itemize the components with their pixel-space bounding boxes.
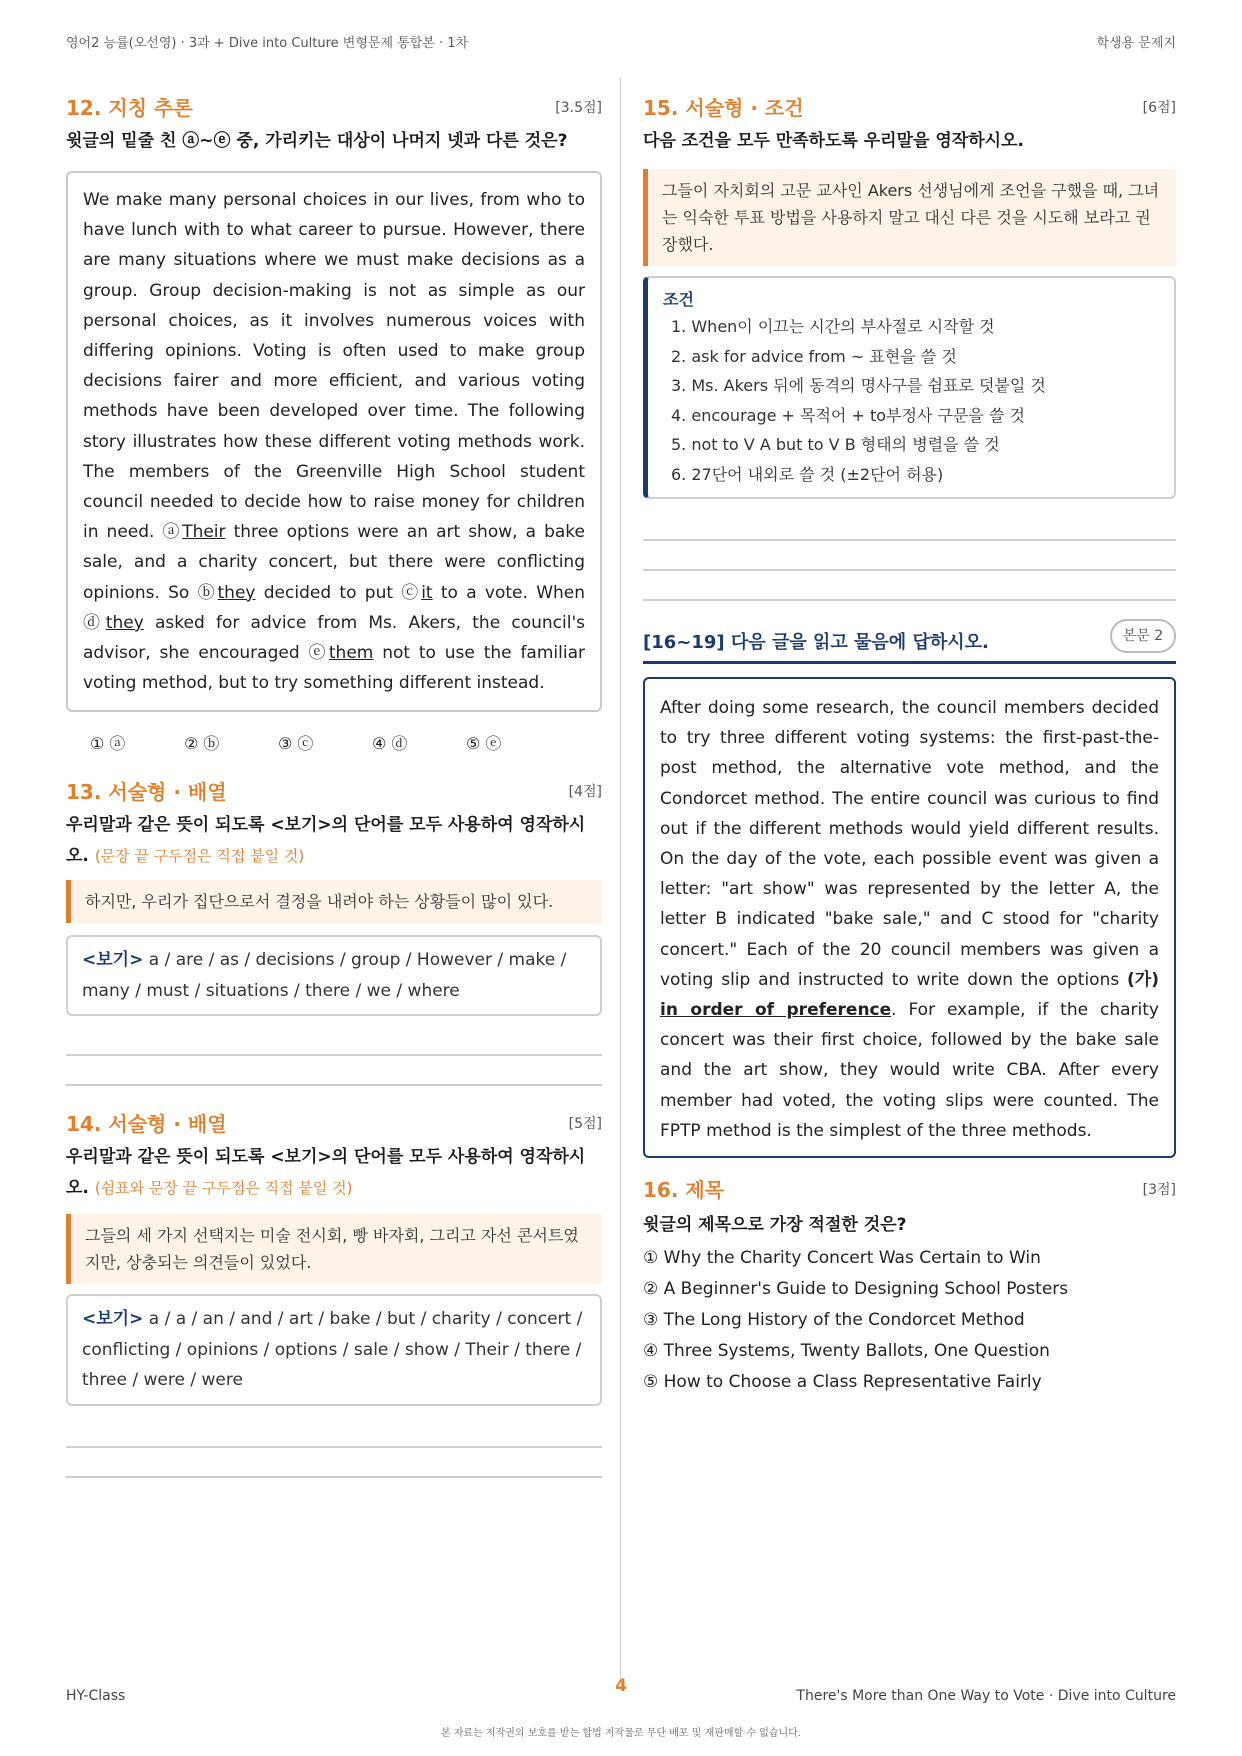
q16-number: 16. 제목 [643, 1178, 725, 1203]
q12-passage [66, 171, 602, 712]
underlined-e: them [328, 643, 374, 664]
section-title: [16~19] 다음 글을 읽고 물음에 답하시오. [643, 632, 989, 653]
bogi-words: a / a / an / and / art / bake / but / charity / concert / conflicting / opinions / options / sale / show / Their / there / three / were / were [82, 1309, 583, 1391]
q15-conditions-box [643, 276, 1176, 499]
choice-3[interactable]: ③ ⓒ [278, 734, 314, 754]
option-2[interactable]: ② A Beginner's Guide to Designing School Posters [643, 1279, 1069, 1300]
passage-2 [643, 677, 1176, 1158]
blank-marker: (가) [1127, 969, 1159, 990]
condition-item: 4. encourage + 목적어 + to부정사 구문을 쓸 것 [671, 405, 1025, 425]
passage-tag: 본문 2 [1110, 619, 1176, 653]
marker-e: ⓔ [308, 643, 329, 664]
q14-header [66, 1108, 602, 1138]
passage-text: We make many personal choices in our lives, from who to have lunch with to what career to pursue. However, there are many situations where we must make decisions as a group. Group decision-making is not as simple as our personal choices, as it involves numerous voices with differing opinions. Voting is often used to make group decisions fairer and more efficient, and various voting methods have been developed over time. The following story illustrates how these different voting methods work. The members of the Greenville High School student council needed to decide how to raise money for children in need. [83, 190, 585, 543]
q15-number: 15. 서술형 · 조건 [643, 96, 804, 120]
q16-options [643, 1243, 1176, 1398]
passage-text: not to use the familiar voting method, but to try something different instead. [83, 643, 585, 694]
q15-header [643, 92, 1176, 122]
condition-item: 5. not to V A but to V B 형태의 병렬을 쓸 것 [671, 435, 1000, 454]
answer-line[interactable] [66, 1084, 602, 1086]
marker-b: ⓑ [197, 582, 218, 603]
choice-1[interactable]: ① ⓐ [90, 734, 126, 754]
q12-choices [66, 731, 602, 759]
underlined-d: they [105, 612, 144, 633]
q16-points: [3점] [1142, 1182, 1176, 1199]
condition-item: 2. ask for advice from ~ 표현을 쓸 것 [671, 346, 957, 366]
q13-points: [4점] [568, 784, 602, 801]
q12-number: 12. 지칭 추론 [66, 96, 193, 120]
bogi-words: a / are / as / decisions / group / However / make / many / must / situations / there / we / where [82, 950, 567, 1001]
q14-note: (쉼표와 문장 끝 구두점은 직접 붙일 것) [94, 1179, 353, 1198]
q14-points: [5점] [568, 1116, 602, 1133]
passage-text: three options were an art show, a bake sale, and a charity concert, but there were conflicting opinions. So [83, 522, 585, 603]
q14-korean-sentence: 그들의 세 가지 선택지는 미술 전시회, 빵 바자회, 그리고 자선 콘서트였지만, 상충되는 의견들이 있었다. [66, 1214, 602, 1284]
q15-question: 다음 조건을 모두 만족하도록 우리말을 영작하시오. [643, 131, 1024, 151]
right-column [643, 92, 1176, 1398]
q12-points: [3.5점] [555, 100, 602, 116]
q14-number: 14. 서술형 · 배열 [66, 1112, 227, 1137]
bogi-label: <보기> [82, 1309, 144, 1330]
option-5[interactable]: ⑤ How to Choose a Class Representative Fairly [643, 1372, 1042, 1393]
section-header [643, 619, 1176, 659]
passage-text: . For example, if the charity concert was their first choice, followed by the bake sale and the art show, they would write CBA. After every member had voted, the voting slips were counted. The FPTP method is the simplest of the three methods. [660, 1000, 1159, 1141]
q13-note: (문장 끝 구두점은 직접 붙일 것) [94, 847, 305, 866]
marker-c: ⓒ [401, 582, 422, 603]
q12-question: 윗글의 밑줄 친 ⓐ~ⓔ 중, 가리키는 대상이 나머지 넷과 다른 것은? [66, 131, 568, 151]
q16-question: 윗글의 제목으로 가장 적절한 것은? [643, 1215, 907, 1236]
passage-text: to a vote. When [432, 582, 586, 603]
q13-header [66, 776, 602, 806]
marker-a: ⓐ [162, 522, 183, 543]
q15-points: [6점] [1142, 100, 1176, 116]
option-1[interactable]: ① Why the Charity Concert Was Certain to Win [643, 1248, 1041, 1269]
q14-word-box [66, 1294, 602, 1406]
condition-item: 3. Ms. Akers 뒤에 동격의 명사구를 쉼표로 덧붙일 것 [671, 376, 1046, 395]
q15-korean-sentence: 그들이 자치회의 고문 교사인 Akers 선생님에게 조언을 구했을 때, 그녀는 익숙한 투표 방법을 사용하지 말고 대신 다른 것을 시도해 보라고 권장했다. [643, 169, 1176, 266]
q16-header [643, 1174, 1176, 1204]
left-column [66, 92, 602, 1478]
header-title: 영어2 능률(오선영) · 3과 + Dive into Culture 변형문제 통합본 · 1차 [66, 36, 469, 51]
footer-lesson: There's More than One Way to Vote · Dive into Culture [796, 1688, 1176, 1704]
conditions-title: 조건 [663, 290, 694, 309]
answer-line[interactable] [643, 539, 1176, 541]
page-number: 4 [615, 1676, 627, 1696]
marker-d: ⓓ [83, 612, 106, 633]
header-doc-type: 학생용 문제지 [1096, 36, 1176, 51]
copyright-notice: 본 자료는 저작권의 보호를 받는 합법 저작물로 무단 배포 및 재판매할 수 없습니다. [440, 1728, 802, 1739]
answer-line[interactable] [66, 1446, 602, 1448]
passage-text: decided to put [255, 582, 402, 603]
answer-line[interactable] [643, 569, 1176, 571]
column-divider [620, 78, 621, 1678]
choice-2[interactable]: ② ⓑ [184, 734, 220, 754]
bogi-label: <보기> [82, 950, 144, 971]
underlined-c: it [421, 582, 433, 603]
page-header [66, 32, 1176, 52]
condition-item: 1. When이 이끄는 시간의 부사절로 시작할 것 [671, 317, 995, 336]
q13-word-box [66, 935, 602, 1016]
q13-korean-sentence: 하지만, 우리가 집단으로서 결정을 내려야 하는 상황들이 많이 있다. [66, 880, 602, 923]
q13-number: 13. 서술형 · 배열 [66, 780, 227, 805]
footer-brand: HY-Class [66, 1688, 126, 1704]
condition-item: 6. 27단어 내외로 쓸 것 (±2단어 허용) [671, 464, 944, 484]
page-footer [66, 1676, 1176, 1720]
q13-question-text: 우리말과 같은 뜻이 되도록 <보기>의 단어를 모두 사용하여 영작하시오. [66, 815, 586, 867]
answer-line[interactable] [66, 1054, 602, 1056]
choice-4[interactable]: ④ ⓓ [372, 734, 408, 754]
q14-question-text: 우리말과 같은 뜻이 되도록 <보기>의 단어를 모두 사용하여 영작하시오. [66, 1147, 586, 1199]
passage-text: asked for advice from Ms. Akers, the council's advisor, she encouraged [83, 612, 585, 664]
section-rule [643, 661, 1176, 664]
q13-question [66, 810, 602, 872]
q12-header [66, 92, 602, 122]
underlined-a: Their [182, 522, 226, 543]
option-3[interactable]: ③ The Long History of the Condorcet Method [643, 1310, 1025, 1331]
choice-5[interactable]: ⑤ ⓔ [466, 734, 502, 754]
passage-text: After doing some research, the council members decided to try three different voting systems: the first-past-the-post method, the alternative vote method, and the Condorcet method. The entire council was curious to find out if the different methods would yield different results. On the day of the vote, each possible event was given a letter: "art show" was represented by the letter A, the letter B indicated "bake sale," and C stood for "charity concert." Each of the 20 council members was given a voting slip and instructed to write down the options [660, 698, 1159, 990]
answer-line[interactable] [66, 1476, 602, 1478]
option-4[interactable]: ④ Three Systems, Twenty Ballots, One Question [643, 1341, 1050, 1362]
q14-question [66, 1142, 602, 1204]
underlined-phrase: in order of preference [660, 1000, 892, 1021]
underlined-b: they [217, 582, 256, 603]
answer-line[interactable] [643, 599, 1176, 601]
